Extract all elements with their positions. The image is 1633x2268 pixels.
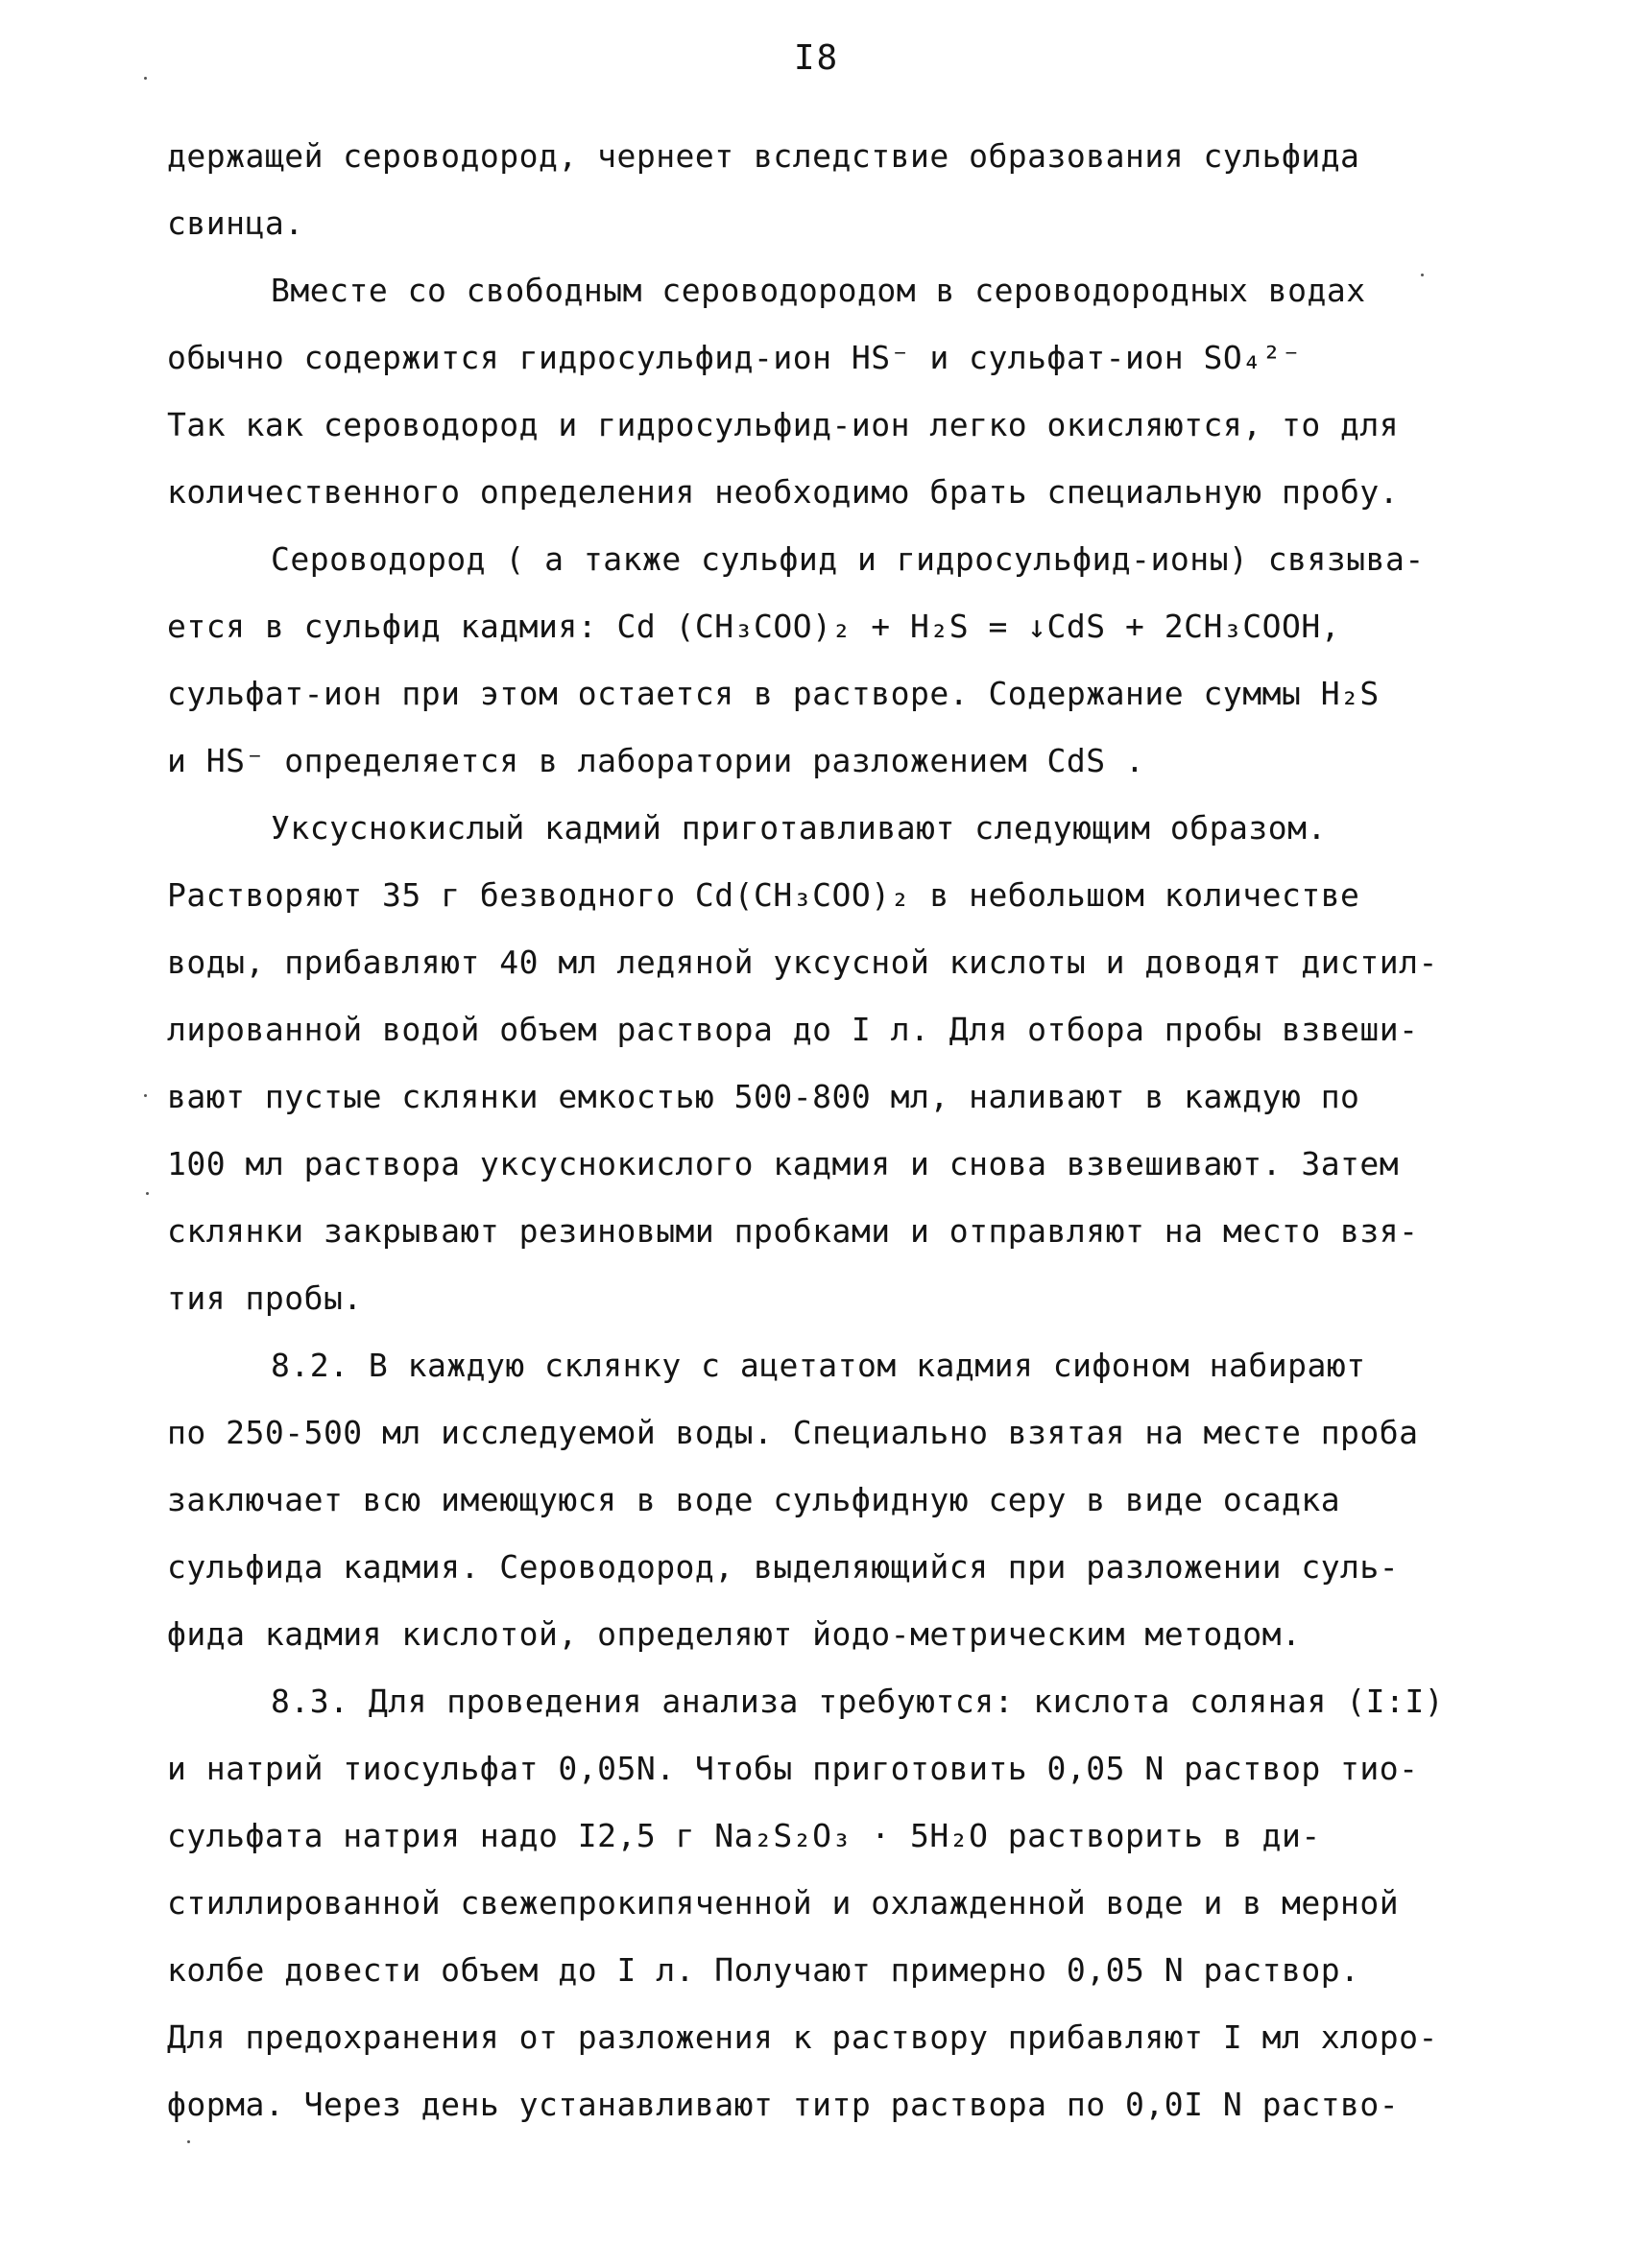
text-line: фида кадмия кислотой, определяют йодо-метрическим методом. bbox=[167, 1615, 1302, 1653]
text-line: Так как сероводород и гидросульфид-ион легко окисляются, то для bbox=[167, 406, 1400, 443]
text-line: 8.3. Для проведения анализа требуются: кислота соляная (I:I) bbox=[271, 1683, 1445, 1720]
text-line: лированной водой объем раствора до I л. Для отбора пробы взвеши- bbox=[167, 1011, 1419, 1048]
text-line: сульфида кадмия. Сероводород, выделяющийся при разложении суль- bbox=[167, 1548, 1400, 1586]
text-line: свинца. bbox=[167, 204, 304, 242]
text-line: склянки закрывают резиновыми пробками и отправляют на место взя- bbox=[167, 1212, 1419, 1250]
text-line: 8.2. В каждую склянку с ацетатом кадмия сифоном набирают bbox=[271, 1347, 1366, 1384]
text-line: Вместе со свободным сероводородом в сероводородных водах bbox=[271, 272, 1366, 309]
scan-speck bbox=[1421, 274, 1424, 276]
text-line: держащей сероводород, чернеет вследствие образования сульфида bbox=[167, 137, 1360, 175]
text-line: Уксуснокислый кадмий приготавливают следующим образом. bbox=[271, 809, 1327, 847]
text-line: по 250-500 мл исследуемой воды. Специально взятая на месте проба bbox=[167, 1414, 1419, 1451]
text-line: форма. Через день устанавливают титр раствора по 0,0I N раство- bbox=[167, 2086, 1400, 2123]
text-line: сульфата натрия надо I2,5 г Na₂S₂O₃ · 5H₂O растворить в ди- bbox=[167, 1817, 1321, 1854]
text-line: и натрий тиосульфат 0,05N. Чтобы приготовить 0,05 N раствор тио- bbox=[167, 1750, 1419, 1787]
text-line: заключает всю имеющуюся в воде сульфидную серу в виде осадка bbox=[167, 1481, 1341, 1518]
document-body bbox=[167, 123, 1473, 2138]
text-line: воды, прибавляют 40 мл ледяной уксусной кислоты и доводят дистил- bbox=[167, 943, 1438, 981]
scan-speck bbox=[144, 77, 147, 80]
text-line: тия пробы. bbox=[167, 1279, 363, 1317]
text-line: Для предохранения от разложения к раствору прибавляют I мл хлоро- bbox=[167, 2018, 1438, 2056]
page-number: I8 bbox=[793, 38, 840, 78]
scan-speck bbox=[146, 1192, 149, 1195]
text-line: вают пустые склянки емкостью 500-800 мл, наливают в каждую по bbox=[167, 1078, 1360, 1115]
text-line: стиллированной свежепрокипяченной и охлажденной воде и в мерной bbox=[167, 1884, 1400, 1922]
text-line: колбе довести объем до I л. Получают примерно 0,05 N раствор. bbox=[167, 1951, 1360, 1989]
scan-speck bbox=[187, 2140, 190, 2143]
text-line: ется в сульфид кадмия: Cd (CH₃COO)₂ + H₂S = ↓CdS + 2CH₃COOH, bbox=[167, 608, 1341, 645]
text-line: Растворяют 35 г безводного Cd(CH₃COO)₂ в небольшом количестве bbox=[167, 876, 1360, 914]
text-line: 100 мл раствора уксуснокислого кадмия и снова взвешивают. Затем bbox=[167, 1145, 1400, 1182]
text-line: количественного определения необходимо брать специальную пробу. bbox=[167, 473, 1400, 511]
text-line: сульфат-ион при этом остается в растворе. Содержание суммы H₂S bbox=[167, 675, 1380, 712]
scan-speck bbox=[144, 1094, 147, 1097]
text-line: обычно содержится гидросульфид-ион HS⁻ и сульфат-ион SO₄²⁻ bbox=[167, 339, 1302, 376]
text-line: Сероводород ( а также сульфид и гидросульфид-ионы) связыва- bbox=[271, 540, 1425, 578]
text-line: и HS⁻ определяется в лаборатории разложением CdS . bbox=[167, 742, 1145, 779]
